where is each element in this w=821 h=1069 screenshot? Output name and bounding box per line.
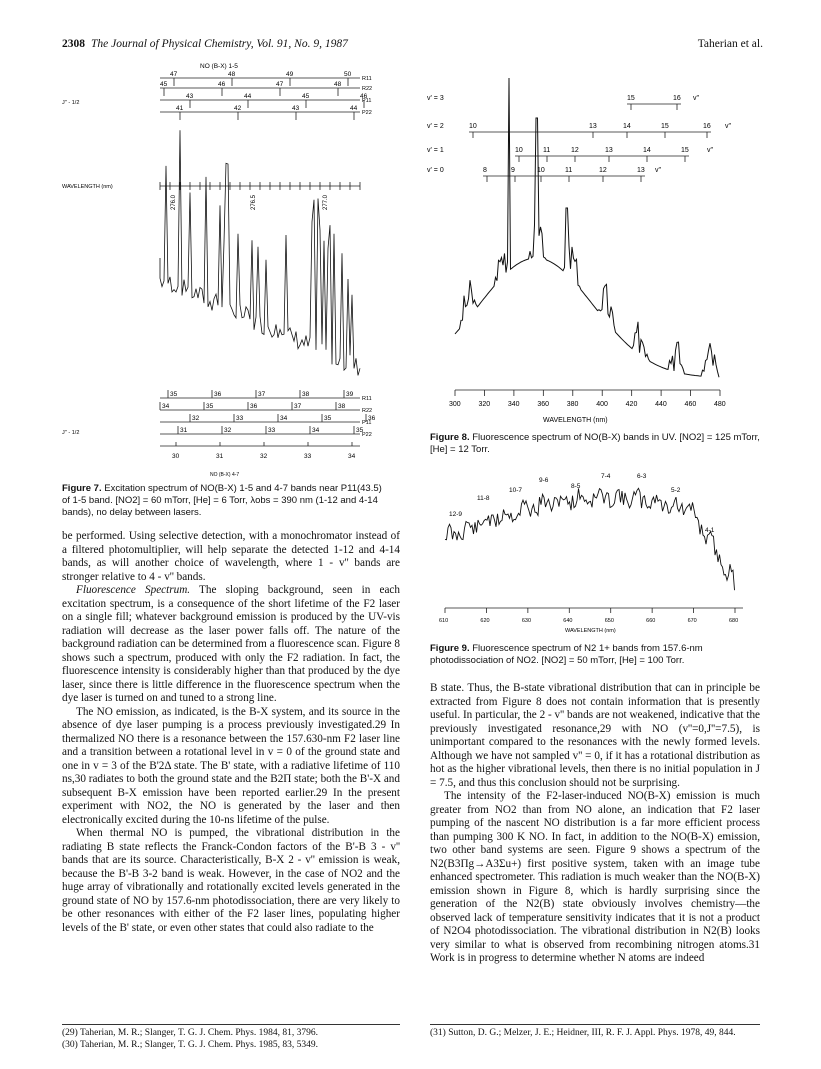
fig9-x-tick-label: 620	[480, 618, 490, 624]
reference-entry: (31) Sutton, D. G.; Melzer, J. E.; Heidner, III, R. F. J. Appl. Phys. 1978, 49, 844.	[430, 1028, 736, 1038]
paragraph-text: The sloping background, seen in each excitation spectrum, is a consequence of the short lifetime of the F2 laser on a single fill; whatever background emission is produced by the UV-vis radiation will decrease as the laser power falls off. The nature of the background radiation can be determined from a fluorescence scan. Figure 8 shows such a spectrum, produced with only the F2 radiation. In fact, the fluorescence intensity is considerably higher than that produced by the dye laser, since there is little difference in the fluorescence spectrum when the dye laser is turned on and tuned to a strong line.	[62, 584, 400, 704]
fig8-band-label: 11	[543, 147, 551, 154]
fig7-wavelength-tick-label: 276.5	[251, 194, 257, 210]
fig7-top-branch-label: P22	[362, 110, 372, 116]
fig7-bottom-rot-label: 37	[258, 391, 266, 398]
fig7-bottom-rot-label: 31	[180, 427, 188, 434]
fig8-band-label: 12	[599, 167, 607, 174]
fig7-bottom-rot-label: 36	[250, 403, 258, 410]
body-paragraph	[62, 530, 400, 584]
fig7-top-rot-label: 47	[170, 71, 178, 78]
fig7-wavelength-tick-label: 277.0	[323, 194, 329, 210]
fig9-band-label: 9-6	[539, 477, 549, 484]
running-header-authors: Taherian et al.	[697, 38, 763, 50]
fig8-band-label: v''	[707, 147, 714, 154]
running-header-left	[62, 38, 348, 50]
body-paragraph	[62, 827, 400, 935]
footnote-rule-left	[62, 1024, 400, 1025]
fig7-top-rot-label: 46	[218, 81, 226, 88]
paragraph-text: When thermal NO is pumped, the vibrational distribution in the radiating B state reflects the Franck-Condon factors of the B'-B 3 - v'' bands that are its source. Characteristically, B-X 2 - v'' emission is weak, because the B'-B 3-2 band is weak. However, in the case of NO2 and the huge array of vibrationally and rotationally excited levels generated in the ground state of NO by 157.6-nm photodissociation, there are very likely to be other resonances with either of the F2 laser lines, populating higher levels of the B' state, or even other states that could also radiate to the	[62, 827, 400, 934]
fig7-top-branch-label: P11	[362, 98, 372, 104]
fig7-bottom-axis-label: 31	[216, 453, 224, 460]
figure-7-caption-text: Excitation spectrum of NO(B-X) 1-5 and 4-7 bands near P11(43.5) of 1-5 band. [NO2] = 60 mTorr, [He] = 6 Torr, λobs = 390 nm (1-12 and 4-14 bands), no delay between lasers.	[62, 483, 382, 518]
fig7-spectrum-trace	[160, 130, 360, 375]
figure-8-caption-text: Fluorescence spectrum of NO(B-X) bands in UV. [NO2] = 125 mTorr, [He] = 12 Torr.	[430, 432, 760, 455]
reference-entry: (29) Taherian, M. R.; Slanger, T. G. J. Chem. Phys. 1984, 81, 3796.	[62, 1028, 318, 1038]
fig8-band-label: 10	[469, 123, 477, 130]
fig9-band-label: 5-2	[671, 487, 681, 494]
fig8-spectrum-trace	[455, 78, 719, 377]
fig8-band-label: 13	[589, 123, 597, 130]
fig8-x-axis-label: WAVELENGTH (nm)	[543, 417, 608, 424]
journal-title: The Journal of Physical Chemistry, Vol. 91, No. 9, 1987	[91, 38, 348, 50]
figure-7-caption-label: Figure 7.	[62, 483, 102, 494]
fig7-top-rot-label: 47	[276, 81, 284, 88]
body-paragraph	[430, 682, 760, 790]
fig8-x-tick-label: 300	[449, 401, 461, 408]
fig7-bottom-branch-label: P22	[362, 432, 372, 438]
fig7-bottom-rot-label: 35	[206, 403, 214, 410]
body-paragraph	[62, 584, 400, 706]
figure-7-caption	[62, 483, 390, 519]
fig8-band-label: v''	[655, 167, 662, 174]
fig7-wavelength-label: WAVELENGTH (nm)	[62, 184, 113, 190]
fig7-bottom-rot-label: 35	[356, 427, 364, 434]
paragraph-text: be performed. Using selective detection, with a monochromator instead of a filtered photomultiplier, will help separate the detected 1-12 and 4-14 bands, as will another choice of wavelength, where 1 - v'' bands are stronger relative to 4 - v'' bands.	[62, 530, 400, 583]
fig7-j-label-bottom: J'' - 1/2	[62, 430, 80, 436]
fig8-band-label: 10	[515, 147, 523, 154]
references-left	[62, 1027, 400, 1051]
fig9-x-tick-label: 670	[687, 618, 697, 624]
fig7-bottom-axis-label: 34	[348, 453, 356, 460]
fig7-top-rot-label: 50	[344, 71, 352, 78]
fig7-top-rot-label: 41	[176, 105, 184, 112]
fig7-bottom-rot-label: 33	[236, 415, 244, 422]
reference-entry: (30) Taherian, M. R.; Slanger, T. G. J. Chem. Phys. 1985, 83, 5349.	[62, 1040, 318, 1050]
fig9-x-tick-label: 630	[521, 618, 532, 624]
fig9-band-label: 6-3	[637, 473, 647, 480]
fig7-bottom-axis-label: 32	[260, 453, 268, 460]
fig8-band-label: v''	[725, 123, 732, 130]
fig9-band-label: 11-8	[477, 495, 490, 502]
fig7-top-rot-label: 48	[228, 71, 236, 78]
fig7-top-rot-label: 43	[292, 105, 300, 112]
fig8-band-label: 14	[643, 147, 651, 154]
fig8-band-label: 9	[511, 167, 515, 174]
fig8-band-label: 13	[637, 167, 645, 174]
fig7-bottom-label: NO (B-X) 4-7	[210, 472, 240, 478]
fig7-bottom-rot-label: 34	[280, 415, 288, 422]
right-text-column	[430, 682, 760, 966]
fig7-bottom-rot-label: 34	[312, 427, 320, 434]
fig9-band-label: 7-4	[601, 473, 611, 480]
fig8-x-tick-label: 340	[507, 401, 520, 408]
fig7-bottom-rot-label: 37	[294, 403, 302, 410]
figure-9-caption-text: Fluorescence spectrum of N2 1+ bands from 157.6-nm photodissociation of NO2. [NO2] = 50 mTorr, [He] = 100 Torr.	[430, 643, 703, 666]
fig9-band-label: 10-7	[509, 487, 523, 494]
fig8-vib-row-label: v' = 3	[427, 95, 444, 102]
fig7-top-rot-label: 46	[360, 93, 368, 100]
fig8-band-label: 10	[537, 167, 545, 174]
footnote-rule-right	[430, 1024, 760, 1025]
fig7-bottom-rot-label: 38	[302, 391, 310, 398]
fig9-x-axis-label: WAVELENGTH (nm)	[565, 628, 616, 634]
references-right	[430, 1027, 760, 1039]
fig9-x-tick-label: 650	[604, 618, 614, 624]
fig7-top-rot-label: 48	[334, 81, 342, 88]
fig7-bottom-rot-label: 34	[162, 403, 170, 410]
fig7-top-rot-label: 49	[286, 71, 294, 78]
fig8-band-label: 15	[627, 95, 635, 102]
fig8-x-tick-label: 380	[566, 401, 579, 408]
fig8-band-label: 15	[661, 123, 669, 130]
fig7-bottom-rot-label: 32	[192, 415, 200, 422]
figure-7-excitation-spectrum	[60, 58, 400, 478]
figure-9-caption-label: Figure 9.	[430, 643, 470, 654]
fig8-x-tick-label: 460	[684, 401, 697, 408]
fig8-band-label: 14	[623, 123, 631, 130]
fig8-x-tick-label: 480	[714, 401, 726, 408]
fig7-top-rot-label: 44	[244, 93, 252, 100]
fig9-x-tick-label: 610	[439, 618, 449, 624]
paragraph-text: The intensity of the F2-laser-induced NO(B-X) emission is much greater from NO2 than from NO alone, an indication that F2 laser pumping of the nascent NO distribution is a far more efficient process than pumping 300 K NO. In fact, in addition to the NO(B-X) emission, two other band systems are seen. Figure 9 shows a spectrum of the N2(B3Πg→A3Σu+) first positive system, taken with an image tube enhanced spectrometer. This radiation is much weaker than the NO(B-X) emission shown in Figure 8, which is hardly surprising since the generation of the N2(B) state obviously involves chemistry—the observed lack of temperature sensitivity indicates that it is not a product of N2O4 photodissociation. The vibrational distribution in N2(B) looks very similar to what is observed from recombining nitrogen atoms.31 Work is in progress to determine whether N atoms are indeed	[430, 790, 760, 964]
fig9-x-tick-label: 680	[729, 618, 739, 624]
section-lead-in: Fluorescence Spectrum.	[76, 584, 191, 596]
fig8-band-label: 13	[605, 147, 613, 154]
fig7-bottom-branch-label: R11	[362, 396, 372, 402]
fig7-top-branch-label: R11	[362, 76, 372, 82]
fig8-x-tick-label: 360	[537, 401, 550, 408]
fig7-top-rot-label: 45	[160, 81, 168, 88]
fig7-bottom-branch-label: P11	[362, 420, 372, 426]
fig8-vib-row-label: v' = 1	[427, 147, 444, 154]
figure-8-caption	[430, 432, 760, 456]
paragraph-text: B state. Thus, the B-state vibrational distribution that can in principle be extracted from Figure 8 does not contain information that is presently useful. In particular, the 2 - v'' bands are not weakened, indicative that the previously investigated resonance,29 with NO (v''=0,J''=7.5), is unimportant compared to the resonances with the newly formed levels. Although we have not sampled v'' = 0, if it has a rotational distribution as hot as the higher vibrational levels, then there is no initial population in J = 7.5, and thus this conclusion should not be surprising.	[430, 682, 760, 789]
figure-9-caption	[430, 643, 760, 667]
figure-9-n2-spectrum	[425, 470, 755, 635]
fig8-band-label: 11	[565, 167, 573, 174]
fig7-top-rot-label: 42	[234, 105, 242, 112]
fig9-x-tick-label: 660	[646, 618, 656, 624]
fig8-x-tick-label: 440	[655, 401, 667, 408]
fig7-top-branch-label: R22	[362, 86, 373, 92]
fig7-bottom-rot-label: 36	[214, 391, 222, 398]
fig7-bottom-rot-label: 38	[338, 403, 346, 410]
fig8-band-label: 15	[681, 147, 689, 154]
fig7-top-rot-label: 45	[302, 93, 310, 100]
fig8-x-tick-label: 320	[478, 401, 491, 408]
fig8-x-tick-label: 420	[625, 401, 638, 408]
fig7-bottom-rot-label: 32	[224, 427, 232, 434]
fig8-band-label: v''	[693, 95, 700, 102]
fig8-x-tick-label: 400	[596, 401, 608, 408]
figure-8-caption-label: Figure 8.	[430, 432, 470, 443]
fig7-top-rot-label: 43	[186, 93, 194, 100]
fig7-top-rot-label: 44	[350, 105, 358, 112]
body-paragraph	[430, 790, 760, 966]
fig7-bottom-rot-label: 35	[324, 415, 332, 422]
paragraph-text: The NO emission, as indicated, is the B-X system, and its source in the absence of dye laser pumping is a process previously investigated.29 In thermalized NO there is a resonance between the 157.630-nm F2 laser line and a transition between a rotational level in v = 0 of the ground state and one in v = 3 of the B'2Δ state. The B' state, with a radiative lifetime of 110 ns,30 radiates to both the ground state and the B2Π state; both the B'-X and subsequent B-X emission have been reported earlier.29 In the present experiment with NO2, the NO is generated by the laser and then electronically excited during the 10-ns lifetime of the pulse.	[62, 705, 400, 826]
fig8-vib-row-label: v' = 0	[427, 167, 444, 174]
fig8-band-label: 16	[703, 123, 711, 130]
fig7-wavelength-tick-label: 276.0	[171, 194, 177, 210]
fig7-bottom-branch-label: R22	[362, 408, 373, 414]
fig9-band-label: 12-9	[449, 511, 463, 518]
fig7-j-label-top: J'' - 1/2	[62, 100, 80, 106]
fig7-bottom-rot-label: 36	[368, 415, 376, 422]
page-number: 2308	[62, 38, 85, 50]
fig7-bottom-rot-label: 33	[268, 427, 276, 434]
fig9-spectrum-trace	[445, 488, 735, 590]
fig7-bottom-axis-label: 33	[304, 453, 312, 460]
fig8-band-label: 16	[673, 95, 681, 102]
fig9-band-label: 8-5	[571, 483, 581, 490]
fig7-bottom-axis-label: 30	[172, 453, 180, 460]
fig8-band-label: 12	[571, 147, 579, 154]
fig7-bottom-rot-label: 35	[170, 391, 178, 398]
fig7-bottom-rot-label: 39	[346, 391, 354, 398]
figure-8-fluorescence-spectrum	[425, 58, 755, 430]
fig8-vib-row-label: v' = 2	[427, 123, 444, 130]
fig7-top-label: NO (B-X) 1-5	[200, 63, 238, 70]
left-text-column	[62, 530, 400, 935]
fig9-band-label: 4-1	[705, 527, 715, 534]
fig8-band-label: 8	[483, 167, 487, 174]
body-paragraph	[62, 706, 400, 828]
fig9-x-tick-label: 640	[563, 618, 573, 624]
